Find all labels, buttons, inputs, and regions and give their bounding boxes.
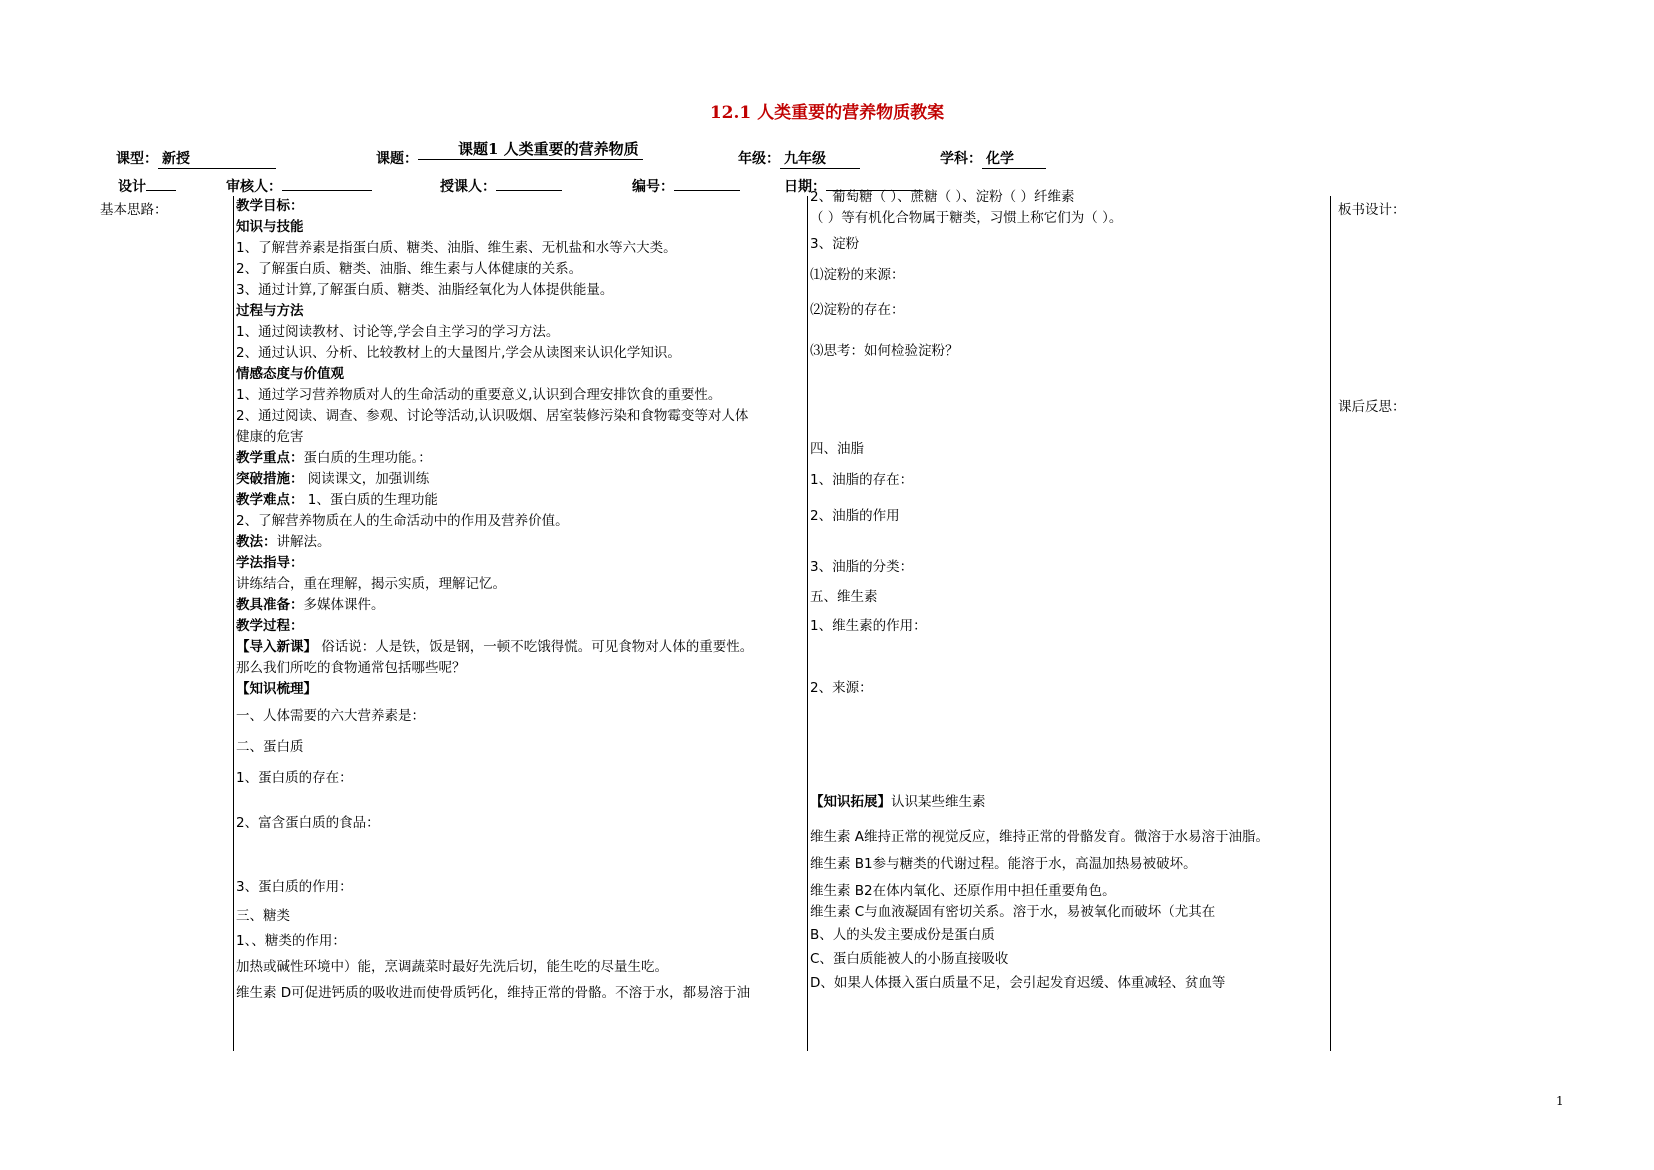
plan-line: 3、通过计算,了解蛋白质、糖类、油脂经氧化为人体提供能量。 [236,282,614,298]
topic-field [376,148,418,168]
plan-line-text: 蛋白质的生理功能。： [303,450,432,466]
reviewer-field [226,176,372,196]
date-label: 日期： [784,179,826,195]
plan-line: 情感态度与价值观 [236,366,344,382]
plan-line: 2、通过认识、分析、比较教材上的大量图片,学会从读图来认识化学知识。 [236,345,681,361]
teaching-plan-column [236,196,806,1004]
reviewer-blank [282,190,372,191]
subject-value: 化学 [982,148,1046,169]
page-title: 12.1 人类重要的营养物质教案 [709,103,945,123]
notes-line: ⑵淀粉的存在： [810,302,905,318]
plan-line: 二、蛋白质 [236,739,304,755]
divider-2 [807,196,808,1051]
plan-line-label: 【导入新课】 [236,639,317,655]
plan-line: 2、了解蛋白质、糖类、油脂、维生素与人体健康的关系。 [236,261,583,277]
notes-line: 3、油脂的分类： [810,559,914,575]
notes-line: （ ）等有机化合物属于糖类，习惯上称它们为（ ）。 [810,210,1123,226]
plan-line-label: 教具准备： [236,597,304,613]
plan-line: 【知识梳理】 [236,681,317,697]
plan-line: 1、、糖类的作用： [236,933,346,949]
plan-line: 学法指导： [236,555,304,571]
plan-line: 过程与方法 [236,303,304,319]
notes-line: 2、葡萄糖（ ）、蔗糖（ ）、淀粉（ ）纤维素 [810,189,1075,205]
notes-line [810,790,986,810]
plan-line: 2、富含蛋白质的食品： [236,815,380,831]
plan-line-label: 教学重点： [236,450,304,466]
notes-line-label: 【知识拓展】 [810,794,891,810]
number-blank [674,190,740,191]
notes-line: 四、油脂 [810,441,864,457]
notes-line: 1、油脂的存在： [810,472,914,488]
plan-line: 3、蛋白质的作用： [236,879,353,895]
notes-line: 2、油脂的作用 [810,508,900,524]
plan-line-text: 阅读课文，加强训练 [303,471,430,487]
plan-line-label: 教学难点： [236,492,304,508]
notes-line: D、如果人体摄入蛋白质量不足，会引起发育迟缓、体重减轻、贫血等 [810,975,1226,991]
notes-line: 2、来源： [810,680,873,696]
number-label: 编号： [632,179,674,195]
plan-line: 维生素 D可促进钙质的吸收进而使骨质钙化，维持正常的骨骼。不溶于水，都易溶于油 [236,985,751,1001]
page-number: 1 [1556,1094,1564,1108]
notes-line: 维生素 B1参与糖类的代谢过程。能溶于水，高温加热易被破坏。 [810,856,1197,872]
plan-line [236,532,806,553]
plan-line [236,637,806,658]
plan-line: 教学目标： [236,198,304,214]
notes-line: B、人的头发主要成份是蛋白质 [810,927,995,943]
plan-line: 讲练结合，重在理解，揭示实质，理解记忆。 [236,576,506,592]
notes-line: 维生素 A维持正常的视觉反应，维持正常的骨骼发育。微溶于水易溶于油脂。 [810,829,1270,845]
subject-label: 学科： [940,151,982,167]
plan-line: 2、了解营养物质在人的生命活动中的作用及营养价值。 [236,513,569,529]
design-field [118,176,176,196]
plan-line [236,595,806,616]
notes-line: C、蛋白质能被人的小肠直接吸收 [810,951,1009,967]
notes-line: 1、维生素的作用： [810,618,927,634]
grade-value: 九年级 [780,148,860,169]
divider-3 [1330,196,1331,1051]
topic-label: 课题： [376,151,418,167]
divider-1 [233,196,234,1051]
grade-field [738,148,860,169]
plan-line: 1、蛋白质的存在： [236,770,353,786]
plan-line [236,490,806,511]
plan-line-text: 俗话说：人是铁，饭是钢，一顿不吃饿得慌。可见食物对人体的重要性。 [317,639,754,655]
plan-line: 健康的危害 [236,429,304,445]
teacher-field [440,176,562,196]
teacher-label: 授课人： [440,179,496,195]
plan-line: 那么我们所吃的食物通常包括哪些呢？ [236,660,466,676]
plan-line-label: 突破措施： [236,471,304,487]
notes-line-text: 认识某些维生素 [891,794,986,810]
plan-line: 加热或碱性环境中）能，烹调蔬菜时最好先洗后切，能生吃的尽量生吃。 [236,959,668,975]
design-blank [146,190,176,191]
plan-line [236,469,806,490]
board-design-label: 板书设计： [1338,202,1406,218]
plan-line-text: 讲解法。 [276,534,331,550]
basic-idea-label: 基本思路： [100,202,168,218]
plan-line-text: 多媒体课件。 [303,597,385,613]
plan-line: 一、人体需要的六大营养素是： [236,708,425,724]
number-field [632,176,740,196]
notes-line: 五、维生素 [810,589,878,605]
reviewer-label: 审核人： [226,179,282,195]
notes-line: ⑶思考：如何检验淀粉？ [810,343,959,359]
plan-line [236,448,806,469]
lesson-type-field [116,148,276,169]
topic-value-wrap [418,138,643,160]
grade-label: 年级： [738,151,780,167]
plan-line-label: 教法： [236,534,277,550]
lesson-type-value: 新授 [158,148,276,169]
topic-value: 课题1 人类重要的营养物质 [418,138,643,160]
notes-line: 维生素 C与血液凝固有密切关系。溶于水，易被氧化而破坏（尤其在 [810,904,1216,920]
subject-field [940,148,1046,169]
plan-line: 三、糖类 [236,908,290,924]
reflection-label: 课后反思： [1338,399,1406,415]
notes-line: 3、淀粉 [810,236,860,252]
plan-line: 1、通过学习营养物质对人的生命活动的重要意义,认识到合理安排饮食的重要性。 [236,387,722,403]
notes-line: ⑴淀粉的来源： [810,267,905,283]
plan-line-text: 1、蛋白质的生理功能 [303,492,438,508]
plan-line: 1、通过阅读教材、讨论等,学会自主学习的学习方法。 [236,324,560,340]
plan-line: 教学过程： [236,618,304,634]
plan-line: 1、了解营养素是指蛋白质、糖类、油脂、维生素、无机盐和水等六大类。 [236,240,677,256]
design-label: 设计 [118,179,146,195]
lesson-type-label: 课型： [116,151,158,167]
plan-line: 2、通过阅读、调查、参观、讨论等活动,认识吸烟、居室装修污染和食物霉变等对人体 [236,408,749,424]
teacher-blank [496,190,562,191]
plan-line: 知识与技能 [236,219,304,235]
notes-line: 维生素 B2在体内氧化、还原作用中担任重要角色。 [810,883,1116,899]
